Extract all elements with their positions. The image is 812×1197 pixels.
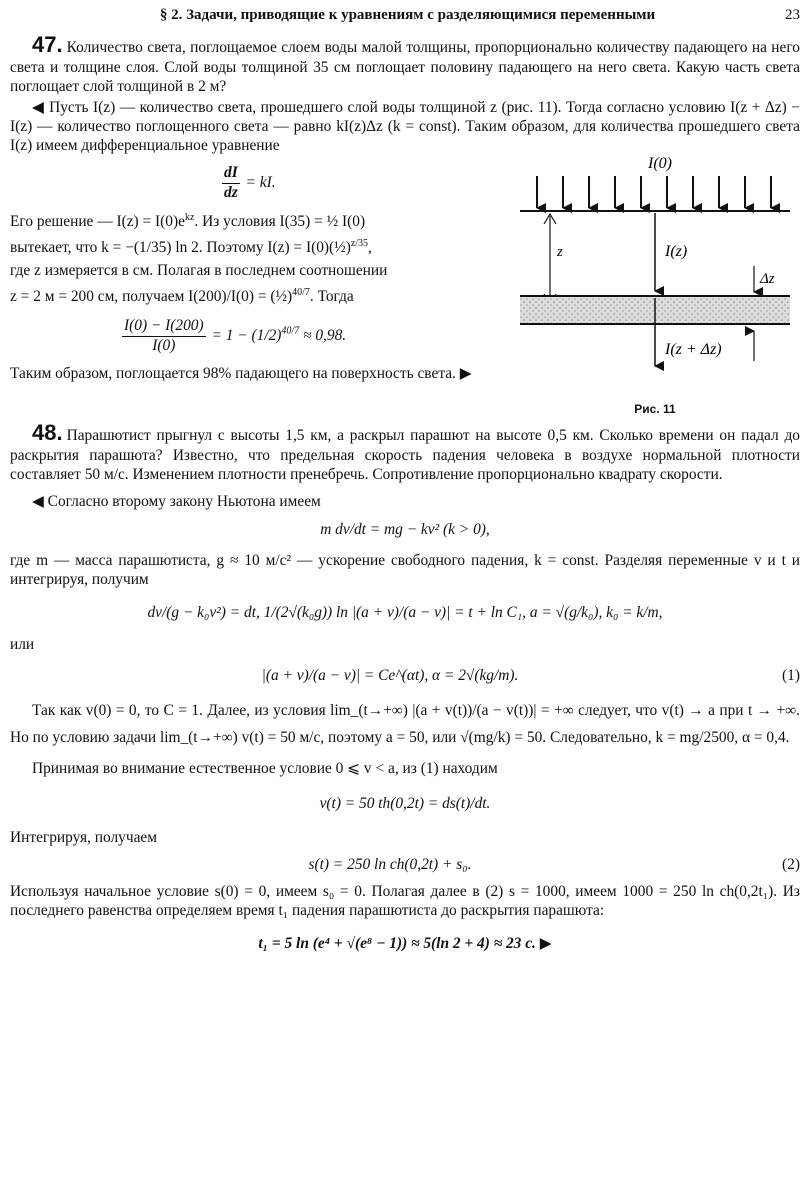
solution-text: Его решение — I(z) = I(0)e <box>10 213 185 231</box>
solution-text: z = 2 м = 200 см, получаем I(200)/I(0) = (½) <box>10 288 293 306</box>
problem-47-text: Количество света, поглощаемое слоем воды малой толщины, пропорционально количеству падающего на него света и толщине слоя. Слой воды толщиной 35 см поглощает половину падающего на него света. Какую часть света поглощает слой толщиной в 2 м? <box>10 39 800 95</box>
water-layer-diagram <box>510 156 800 396</box>
solution-line <box>10 238 510 258</box>
eq-numerator: dI <box>222 164 240 184</box>
eq-result: ≈ 0,98. <box>303 326 347 344</box>
equation-2: s(t) = 250 ln ch(0,2t) + s₀. <box>308 856 472 874</box>
final-answer-equation: t₁ = 5 ln (e⁴ + √(e⁸ − 1)) ≈ 5(ln 2 + 4) ≈ 23 с. ▶ <box>258 934 552 952</box>
equation-1-row <box>10 667 800 686</box>
or-word: или <box>10 636 35 654</box>
solution-paragraph: Так как v(0) = 0, то C = 1. Далее, из условия lim_(t→+∞) |(a + v(t))/(a − v(t))| = +∞ следует, что v(t) → a при t → +∞. Но по условию задачи lim_(t→+∞) v(t) = 50 м/с, поэтому a = 50, или √(mg/k) = 50. Следовательно, k = mg/2500, α = 0,4. <box>10 702 800 746</box>
figure-11 <box>510 156 800 416</box>
textbook-page <box>10 6 800 953</box>
equation-1-number: (1) <box>782 667 800 685</box>
equation-2-row <box>10 856 800 875</box>
exponent: kz <box>184 212 195 224</box>
label-izdz: I(z + Δz) <box>665 340 722 358</box>
solution-text-column <box>10 156 510 416</box>
page-number: 23 <box>785 7 800 23</box>
label-z: z <box>557 243 563 260</box>
solution-line: где z измеряется в см. Полагая в последнем соотношении <box>10 262 388 280</box>
label-iz: I(z) <box>665 242 688 260</box>
absorption-equation <box>10 317 510 356</box>
problem-48-solution-intro: ◀ Согласно второму закону Ньютона имеем <box>32 492 321 510</box>
incident-light-arrows <box>537 176 771 208</box>
separated-equation: dv/(g − k₀v²) = dt, 1/(2√(k₀g)) ln |(a + v)/(a − v)| = t + ln C₁, a = √(g/k₀), k₀ = k/m, <box>147 603 663 621</box>
label-dz: Δz <box>760 270 775 287</box>
eq-right-side: = kI. <box>245 173 276 191</box>
exponent: 40/7 <box>281 325 300 337</box>
problem-47-number: 47. <box>32 32 63 57</box>
exponent: 40/7 <box>292 286 310 298</box>
section-title: § 2. Задачи, приводящие к уравнениям с разделяющимися переменными <box>159 7 656 23</box>
figure-caption: Рис. 11 <box>634 401 676 416</box>
equation-1: |(a + v)/(a − v)| = Ce^(αt), α = 2√(kg/m). <box>261 667 519 685</box>
solution-text: . Из условия I(35) = ½ I(0) <box>194 213 366 231</box>
problem-48-number: 48. <box>32 420 63 446</box>
eq-denominator: dz <box>224 183 238 201</box>
solution-text: , <box>368 239 372 257</box>
newton-equation: m dv/dt = mg − kv² (k > 0), <box>320 521 490 539</box>
solution-line <box>10 212 510 232</box>
eq-denominator: I(0) <box>152 336 176 354</box>
solution-text: вытекает, что k = −(1/35) ln 2. Поэтому I(z) = I(0)(½) <box>10 239 351 257</box>
problem-47-statement <box>10 32 800 96</box>
solution-text: . Тогда <box>309 288 354 306</box>
running-header <box>10 6 800 32</box>
problem-47-conclusion: Таким образом, поглощается 98% падающего на поверхность света. ▶ <box>10 365 472 383</box>
solution-paragraph: где m — масса парашютиста, g ≈ 10 м/с² — ускорение свободного падения, k = const. Разделяя переменные v и t и интегрируя, получим <box>10 552 800 588</box>
problem-48-text: Парашютист прыгнул с высоты 1,5 км, а раскрыл парашют на высоте 0,5 км. Сколько времени он падал до раскрытия парашюта? Известно, что предельная скорость падения человека в воздухе нормальной плотности составляет 50 м/с. Изменением плотности пренебречь. Сопротивление пропорционально квадрату скорости. <box>10 427 800 483</box>
eq-numerator: I(0) − I(200) <box>122 317 206 337</box>
problem-47-solution-intro: ◀ Пусть I(z) — количество света, прошедшего слой воды толщиной z (рис. 11). Тогда согласно условию I(z + Δz) − I(z) — количество поглощенного света — равно kI(z)Δz (k = const). Таким образом, для количества прошедшего света I(z) имеем дифференциальное уравнение <box>10 99 800 154</box>
solution-paragraph: Используя начальное условие s(0) = 0, имеем s₀ = 0. Полагая далее в (2) s = 1000, имеем 1000 = 250 ln ch(0,2t₁). Из последнего равенства определяем время t₁ падения парашютиста до раскрытия парашюта: <box>10 883 800 919</box>
label-i0: I(0) <box>648 155 672 172</box>
solution-paragraph: Интегрируя, получаем <box>10 829 157 847</box>
exponent: z/35 <box>350 238 369 250</box>
problem-48-statement <box>10 420 800 484</box>
eq-right-side: = 1 − (1/2) <box>211 326 282 344</box>
solution-paragraph: Принимая во внимание естественное условие 0 ⩽ v < a, из (1) находим <box>32 759 498 777</box>
differential-equation <box>10 164 510 203</box>
problem-47-solution-with-figure <box>10 156 800 416</box>
solution-line <box>10 287 510 307</box>
velocity-equation: v(t) = 50 th(0,2t) = ds(t)/dt. <box>319 794 491 812</box>
equation-2-number: (2) <box>782 856 800 874</box>
